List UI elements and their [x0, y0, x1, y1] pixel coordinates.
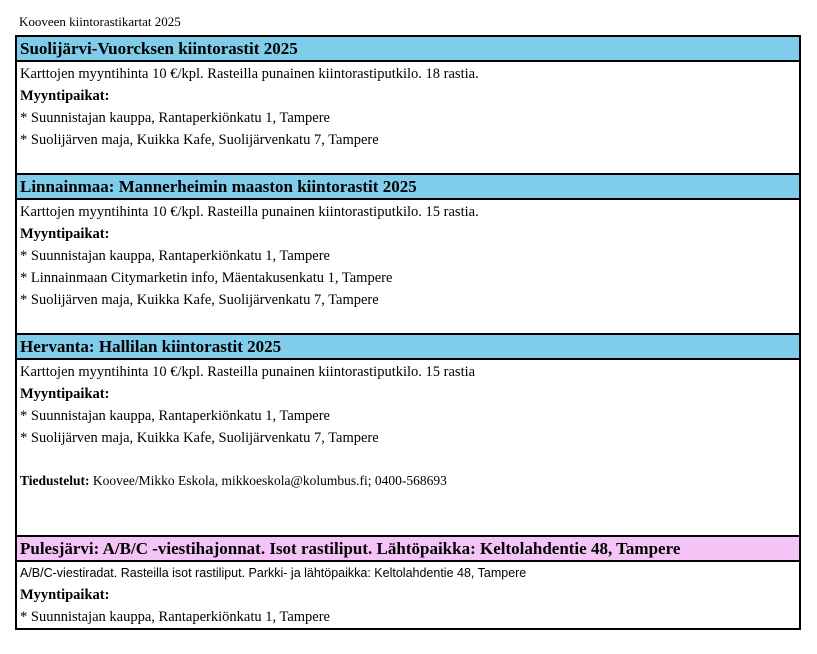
- contact-text: Koovee/Mikko Eskola, mikkoeskola@kolumbus.fi; 0400-568693: [92, 473, 447, 488]
- price-line: Karttojen myyntihinta 10 €/kpl. Rasteilla punainen kiintorastiputkilo. 15 rastia: [20, 364, 476, 380]
- document-title: Kooveen kiintorastikartat 2025: [19, 14, 181, 29]
- sales-place: * Suolijärven maja, Kuikka Kafe, Suolijärvenkatu 7, Tampere: [20, 292, 379, 308]
- sales-place: * Suunnistajan kauppa, Rantaperkiönkatu 1, Tampere: [20, 248, 330, 264]
- sales-place: * Linnainmaan Citymarketin info, Mäentakusenkatu 1, Tampere: [20, 270, 393, 286]
- contact-line: [20, 470, 799, 492]
- sales-label: Myyntipaikat:: [20, 587, 110, 603]
- sales-label: Myyntipaikat:: [20, 386, 110, 402]
- price-line: A/B/C-viestiradat. Rasteilla isot rastiliput. Parkki- ja lähtöpaikka: Keltolahdentie 48, Tampere: [20, 566, 527, 580]
- section-header-hervanta: Hervanta: Hallilan kiintorastit 2025: [17, 333, 799, 360]
- contact-label: Tiedustelut:: [20, 473, 90, 488]
- section-header-linnainmaa: Linnainmaa: Mannerheimin maaston kiintorastit 2025: [17, 173, 799, 200]
- price-line: Karttojen myyntihinta 10 €/kpl. Rasteilla punainen kiintorastiputkilo. 15 rastia.: [20, 204, 479, 220]
- sales-label: Myyntipaikat:: [20, 88, 110, 104]
- sales-label: Myyntipaikat:: [20, 226, 110, 242]
- sales-place: * Suunnistajan kauppa, Rantaperkiönkatu 1, Tampere: [20, 609, 330, 625]
- sales-place: * Suunnistajan kauppa, Rantaperkiönkatu 1, Tampere: [20, 408, 330, 424]
- sales-place: * Suolijärven maja, Kuikka Kafe, Suolijärvenkatu 7, Tampere: [20, 132, 379, 148]
- section-body-pulesjarvi: [17, 562, 799, 628]
- sales-place: * Suolijärven maja, Kuikka Kafe, Suolijärvenkatu 7, Tampere: [20, 430, 379, 446]
- section-body-linnainmaa: [17, 200, 799, 333]
- section-body-hervanta: [17, 360, 799, 535]
- sales-place: * Suunnistajan kauppa, Rantaperkiönkatu 1, Tampere: [20, 110, 330, 126]
- section-header-pulesjarvi: Pulesjärvi: A/B/C -viestihajonnat. Isot rastiliput. Lähtöpaikka: Keltolahdentie 48, Tampere: [17, 535, 799, 562]
- section-header-suolijarvi: Suolijärvi-Vuorcksen kiintorastit 2025: [17, 35, 799, 62]
- price-list-table: [15, 35, 801, 630]
- section-body-suolijarvi: [17, 62, 799, 173]
- price-line: Karttojen myyntihinta 10 €/kpl. Rasteilla punainen kiintorastiputkilo. 18 rastia.: [20, 66, 479, 82]
